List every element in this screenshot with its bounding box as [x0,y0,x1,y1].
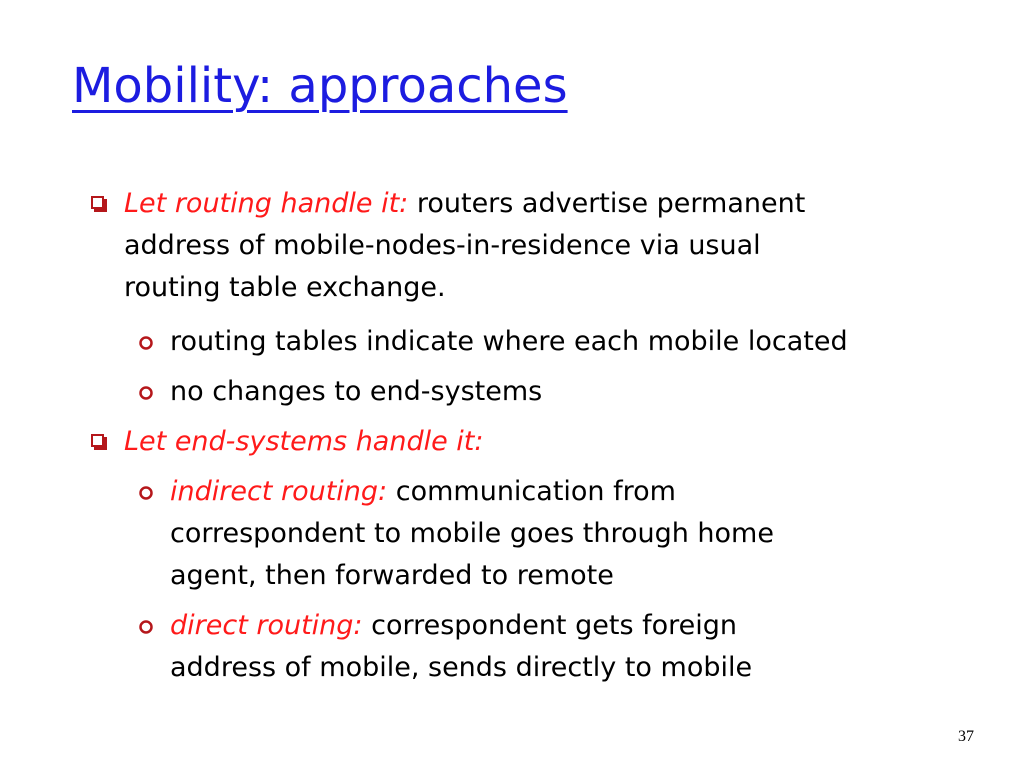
sub-bullet-text: address of mobile, sends directly to mobile [170,652,753,683]
bullet-let-routing [0,183,954,309]
bullet-lead: Let routing handle it: [124,188,409,219]
circle-bullet-icon [138,335,156,351]
bullet-lead: Let end-systems handle it: [124,426,484,457]
sub-bullet-text: agent, then forwarded to remote [170,560,614,591]
sub-bullet-direct-routing [0,605,960,689]
square-bullet-icon [91,434,104,447]
sub-bullet-text: correspondent gets foreign [362,610,737,641]
sub-bullet-lead: indirect routing: [170,476,388,507]
sub-bullet-routing-tables [0,321,960,363]
page-number: 37 [958,728,974,745]
sub-bullet-lead: direct routing: [170,610,363,641]
bullet-let-end-systems [0,421,954,463]
bullet-list [0,183,1024,689]
slide-title: Mobility: approaches [72,58,568,114]
sub-bullet-text: no changes to end-systems [170,376,543,407]
sub-bullet-indirect-routing [0,471,960,597]
sub-bullet-text: routing tables indicate where each mobile located [170,326,848,357]
sub-bullet-no-changes [0,371,960,413]
square-bullet-icon [91,196,104,209]
circle-bullet-icon [138,385,156,401]
circle-bullet-icon [138,619,156,635]
bullet-text: routers advertise permanent [408,188,806,219]
circle-bullet-icon [138,485,156,501]
sub-bullet-text: correspondent to mobile goes through home [170,518,774,549]
sub-bullet-text: communication from [387,476,676,507]
bullet-text: address of mobile-nodes-in-residence via usual [124,230,761,261]
bullet-text: routing table exchange. [124,272,446,303]
